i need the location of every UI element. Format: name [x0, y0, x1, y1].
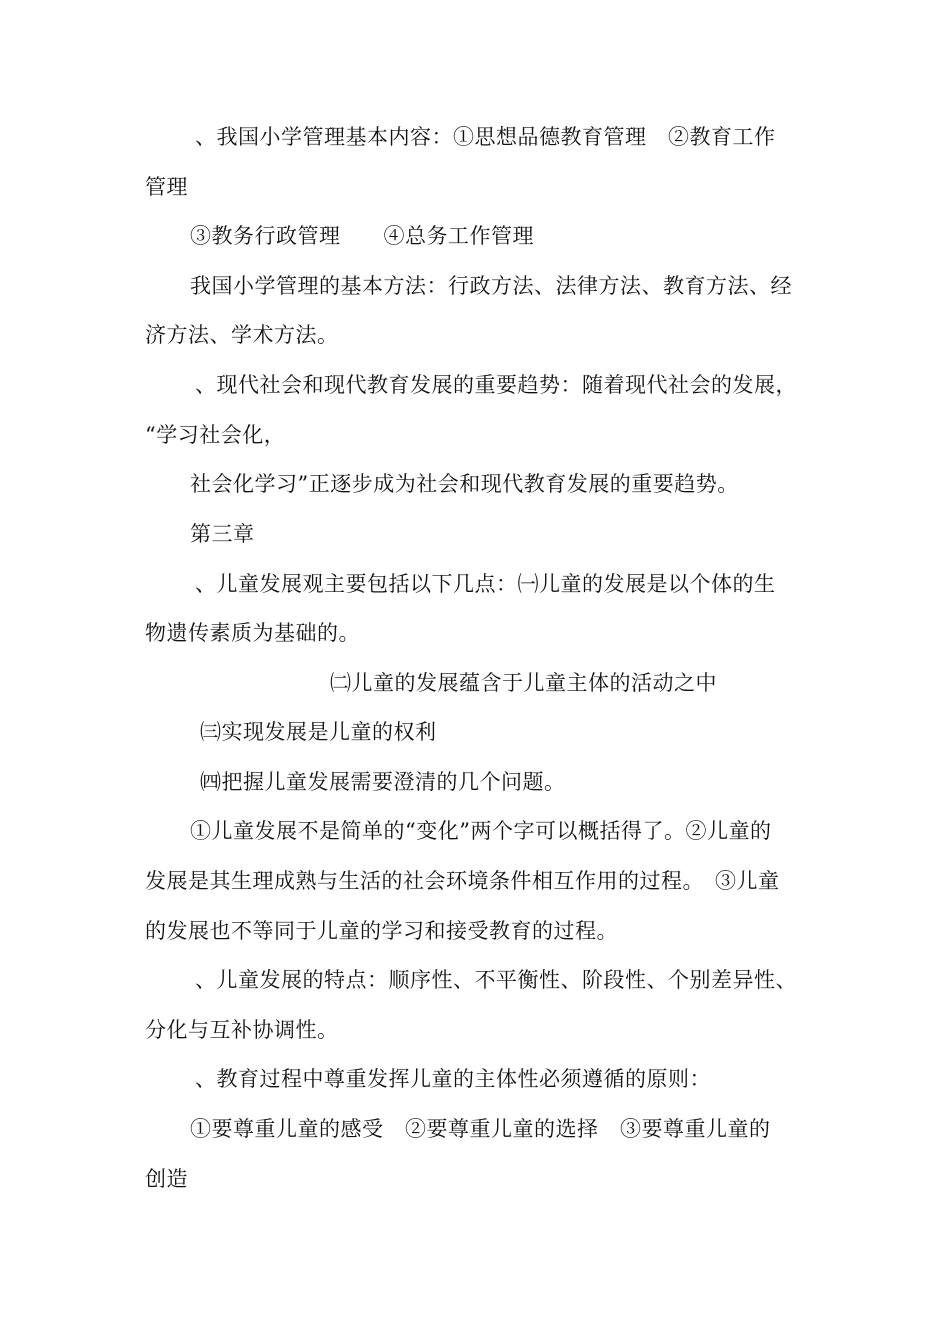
text-line: 社会化学习”正逐步成为社会和现代教育发展的重要趋势。 [190, 472, 739, 496]
text-line: ㈢实现发展是儿童的权利 [200, 720, 437, 744]
text-line: 发展是其生理成熟与生活的社会环境条件相互作用的过程。 ③儿童 [145, 869, 780, 893]
text-line: 管理 [145, 175, 188, 199]
text-line: 分化与互补协调性。 [145, 1018, 339, 1042]
text-line: 、现代社会和现代教育发展的重要趋势：随着现代社会的发展， [195, 373, 797, 397]
text-line: 物遗传素质为基础的。 [145, 621, 360, 645]
text-line: 、教育过程中尊重发挥儿童的主体性必须遵循的原则： [195, 1067, 711, 1091]
text-line: 创造 [145, 1167, 188, 1191]
text-line: ①要尊重儿童的感受 ②要尊重儿童的选择 ③要尊重儿童的 [190, 1117, 771, 1141]
text-line: 、儿童发展的特点：顺序性、不平衡性、阶段性、个别差异性、 [195, 968, 797, 992]
text-line: ㈡儿童的发展蕴含于儿童主体的活动之中 [330, 671, 717, 695]
text-line: 我国小学管理的基本方法：行政方法、法律方法、教育方法、经 [190, 274, 792, 298]
text-line: 济方法、学术方法。 [145, 323, 339, 347]
text-line: ①儿童发展不是简单的“变化”两个字可以概括得了。②儿童的 [190, 819, 772, 843]
chapter-heading: 第三章 [190, 522, 255, 546]
text-line: ㈣把握儿童发展需要澄清的几个问题。 [200, 770, 566, 794]
text-line: 的发展也不等同于儿童的学习和接受教育的过程。 [145, 919, 618, 943]
text-line: 、我国小学管理基本内容：①思想品德教育管理 ②教育工作 [195, 125, 776, 149]
text-line: ③教务行政管理 ④总务工作管理 [190, 224, 534, 248]
text-line: 、儿童发展观主要包括以下几点：㈠儿童的发展是以个体的生 [195, 572, 776, 596]
text-line: “学习社会化， [145, 423, 286, 447]
